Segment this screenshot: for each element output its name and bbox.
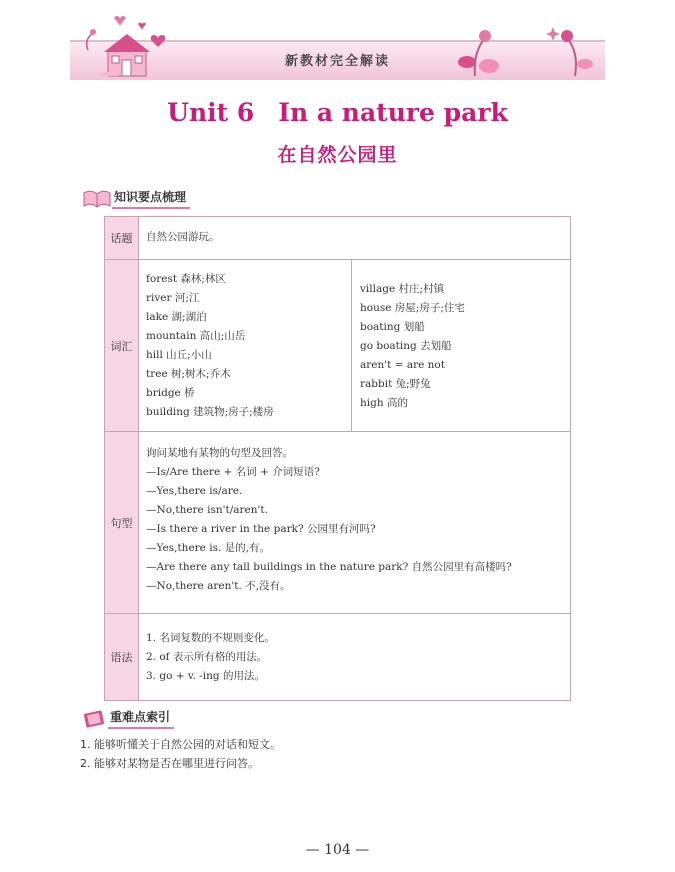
sentence-line: 询问某地有某物的句型及回答。 [146,447,293,459]
list-item: 2. 能够对某物是否在哪里进行问答。 [80,757,259,770]
table-row-topic [105,217,570,259]
sentence-line: —Is there a river in the park? 公园里有河吗? [146,523,376,535]
sentence-line: —Is/Are there + 名词 + 介词短语? [146,466,320,478]
key-points-list [80,735,281,773]
section-heading-knowledge [82,188,190,209]
grammar-line: 1. 名词复数的不规则变化。 [146,632,275,644]
vocab-item: boating 划船 [360,321,425,333]
banner-title: 新教材完全解读 [284,54,390,69]
row-label: 词汇 [105,260,139,432]
sentence-line: —Are there any tall buildings in the nature park? 自然公园里有高楼吗? [146,561,512,573]
unit-title [0,98,675,127]
vocab-item: rabbit 兔;野兔 [360,378,431,390]
section-title: 重难点索引 [108,708,174,729]
vocab-item: lake 湖;湖泊 [146,311,207,323]
vocab-item: building 建筑物;房子;楼房 [146,406,274,418]
vocab-item: river 河;江 [146,292,200,304]
section-title: 知识要点梳理 [112,188,190,209]
unit-subtitle: 在自然公园里 [277,144,398,166]
table-row-vocab [105,259,570,432]
table-row-grammar [105,613,570,700]
sentence-line: —Yes,there is. 是的,有。 [146,542,270,554]
row-label: 话题 [105,217,139,259]
grammar-list [146,629,275,686]
unit-name: In a nature park [278,98,508,127]
row-label: 语法 [105,614,139,700]
table-row-sentences [105,431,570,614]
knowledge-table [104,216,571,701]
vocab-left-list [146,270,274,422]
vocab-item: house 房屋;房子;住宅 [360,302,465,314]
row-label: 句型 [105,432,139,614]
list-item: 1. 能够听懂关于自然公园的对话和短文。 [80,738,281,751]
vocab-item: mountain 高山;山岳 [146,330,246,342]
vocab-item: high 高的 [360,397,408,409]
vocab-item: village 村庄;村镇 [360,283,445,295]
sentence-line: —No,there aren't. 不,没有。 [146,580,291,592]
open-book-icon [82,189,112,209]
sentence-list [146,444,512,596]
vocab-item: go boating 去划船 [360,340,452,352]
topic-line: 自然公园游玩。 [146,231,220,243]
vocab-item: tree 树;树木;乔木 [146,368,231,380]
notebook-icon [82,709,108,729]
sentence-line: —No,there isn't/aren't. [146,504,268,516]
vocab-right-list [360,280,465,413]
vocab-item: hill 山丘;小山 [146,349,212,361]
vocab-item: bridge 桥 [146,387,195,399]
topic-text [146,228,220,247]
unit-label: Unit 6 [167,98,255,127]
column-divider [351,260,352,432]
flower-decoration-icon [455,22,595,78]
grammar-line: 2. of 表示所有格的用法。 [146,651,268,663]
page-number: — 104 — [305,842,370,858]
section-heading-key-points [82,708,174,729]
grammar-line: 3. go + v. -ing 的用法。 [146,670,265,682]
sentence-line: —Yes,there is/are. [146,485,243,497]
heart-decoration-icon [150,34,166,48]
vocab-item: aren't = are not [360,359,445,371]
vocab-item: forest 森林;林区 [146,273,226,285]
